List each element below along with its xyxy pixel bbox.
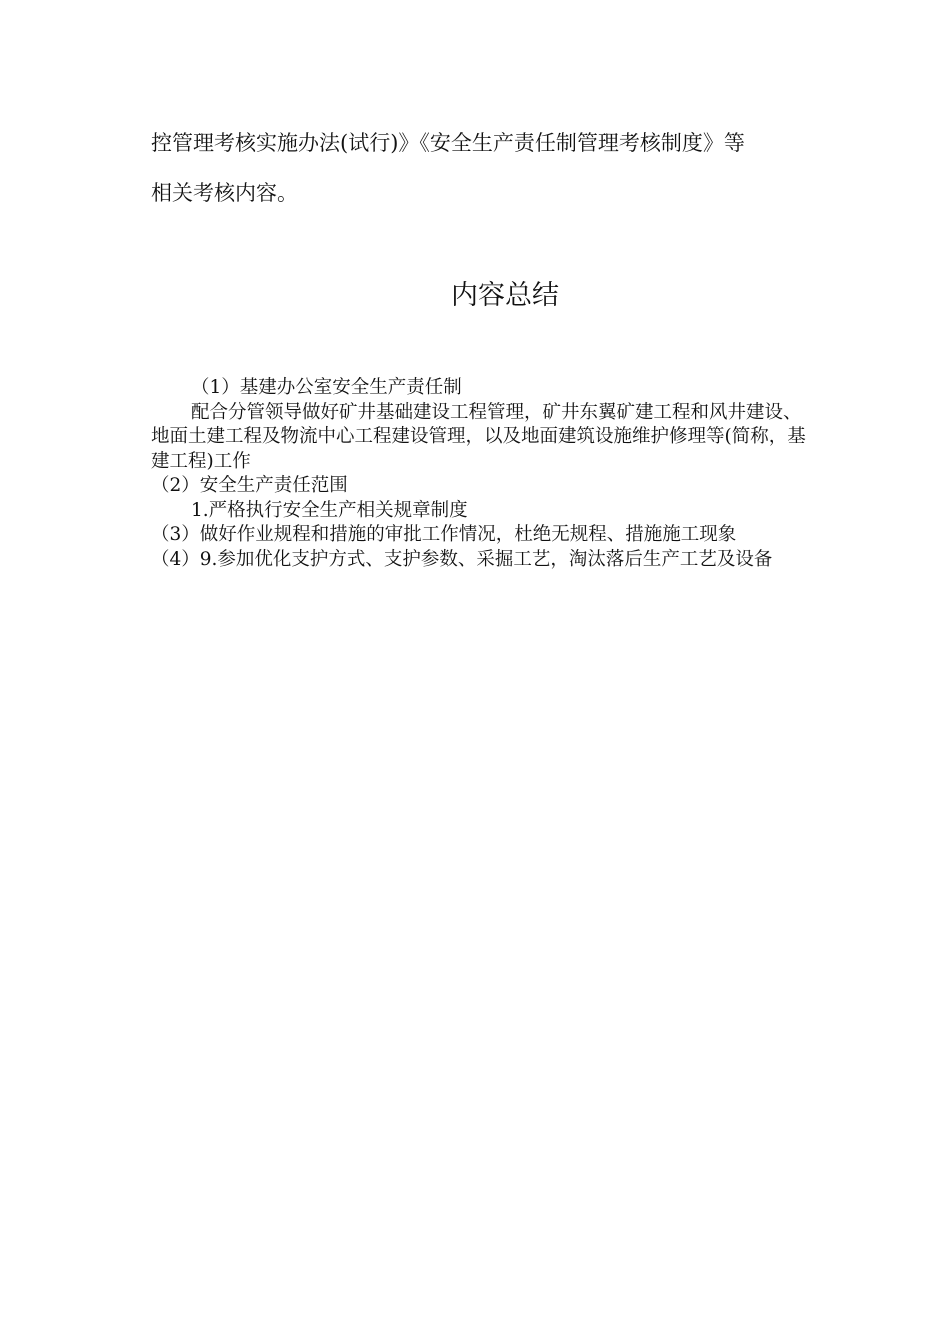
summary-item-2-text: 1.严格执行安全生产相关规章制度 (191, 499, 468, 521)
intro-line-1: 控管理考核实施办法(试行)》《安全生产责任制管理考核制度》等 (151, 131, 745, 155)
summary-title: 内容总结 (451, 280, 559, 311)
summary-item-4-text: （4）9.参加优化支护方式、支护参数、采掘工艺，淘汰落后生产工艺及设备 (151, 548, 773, 570)
intro-line-2: 相关考核内容。 (151, 181, 298, 205)
summary-item-1-heading: （1）基建办公室安全生产责任制 (191, 377, 462, 398)
summary-item-2-heading: （2）安全生产责任范围 (151, 475, 348, 496)
summary-item-1-text: 配合分管领导做好矿井基础建设工程管理，矿井东翼矿建工程和风井建设、地面土建工程及物流中心工程建设管理，以及地面建筑设施维护修理等(简称，基建工程)工作 (151, 401, 806, 472)
summary-body (151, 376, 811, 572)
summary-item-3-text: （3）做好作业规程和措施的审批工作情况，杜绝无规程、措施施工现象 (151, 524, 737, 545)
intro-text (151, 118, 811, 218)
